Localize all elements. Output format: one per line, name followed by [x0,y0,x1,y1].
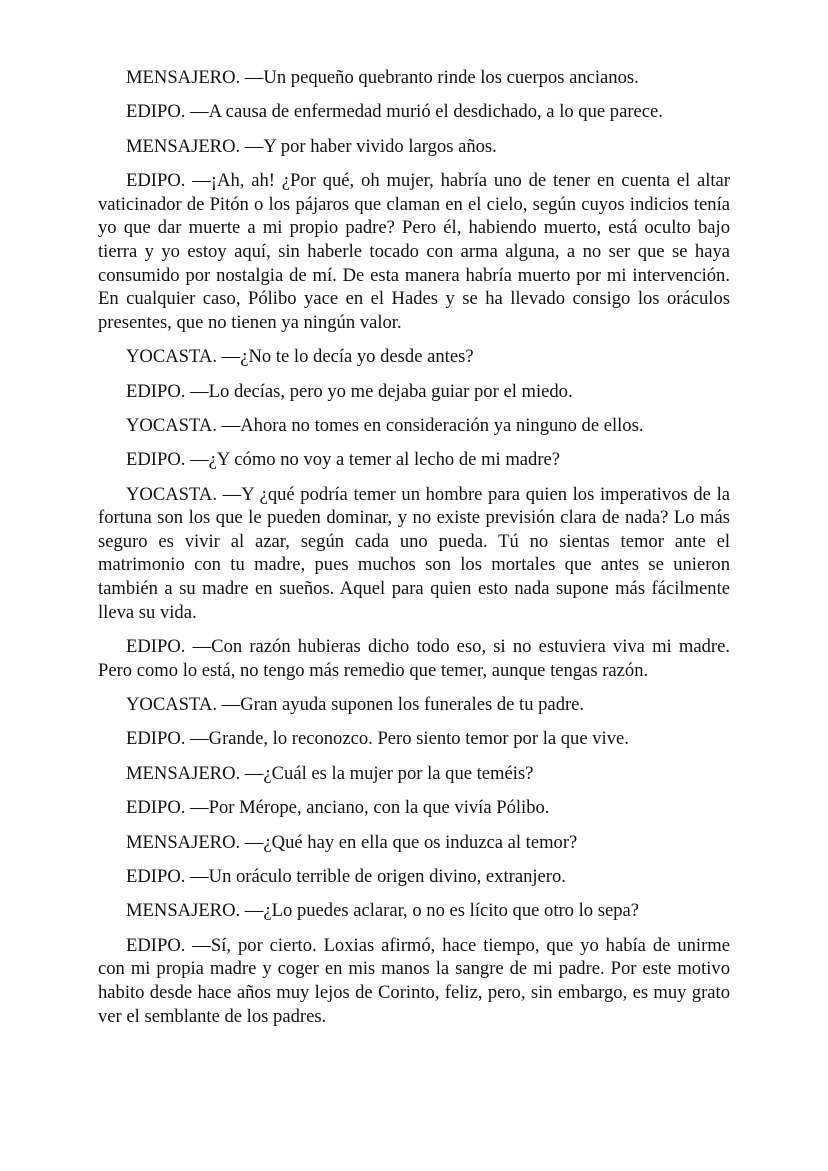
dialogue-paragraph: YOCASTA. —¿No te lo decía yo desde antes? [126,346,474,368]
dialogue-paragraph: EDIPO. —Con razón hubieras dicho todo eso, si no estuviera viva mi madre. Pero como lo está, no tengo más remedio que temer, aunque tengas razón. [98,636,730,681]
dialogue-paragraph: EDIPO. —Por Mérope, anciano, con la que vivía Pólibo. [126,797,550,819]
dialogue-paragraph: EDIPO. —Lo decías, pero yo me dejaba guiar por el miedo. [126,380,573,402]
dialogue-paragraph: MENSAJERO. —¿Lo puedes aclarar, o no es lícito que otro lo sepa? [126,900,640,922]
dialogue-paragraph: EDIPO. —Grande, lo reconozco. Pero siento temor por la que vive. [126,728,629,750]
dialogue-paragraph: MENSAJERO. —Un pequeño quebranto rinde los cuerpos ancianos. [126,67,639,88]
dialogue-paragraph: YOCASTA. —Gran ayuda suponen los funerales de tu padre. [126,694,585,716]
dialogue-paragraph: EDIPO. —Un oráculo terrible de origen divino, extranjero. [126,865,566,887]
dialogue-paragraph: MENSAJERO. —¿Cuál es la mujer por la que teméis? [126,762,534,784]
dialogue-paragraph: MENSAJERO. —Y por haber vivido largos años. [126,135,497,157]
dialogue-paragraph: EDIPO. —A causa de enfermedad murió el desdichado, a lo que parece. [126,101,663,123]
dialogue-paragraph: YOCASTA. —Y ¿qué podría temer un hombre para quien los imperativos de la fortuna son los que le pueden dominar, y no existe previsión clara de nada? Lo más seguro es vivir al azar, según cada uno pueda. Tú no sientas temor ante el matrimonio con tu madre, pues muchos son los mortales que antes se unieron también a su madre en sueños. Aquel para quien esto nada supone más fácilmente lleva su vida. [98,483,730,623]
dialogue-paragraph: MENSAJERO. —¿Qué hay en ella que os induzca al temor? [126,831,578,853]
dialogue-paragraph: EDIPO. —¿Y cómo no voy a temer al lecho de mi madre? [126,449,561,471]
dialogue-paragraph: EDIPO. —¡Ah, ah! ¿Por qué, oh mujer, habría uno de tener en cuenta el altar vaticinador de Pitón o los pájaros que claman en el cielo, según cuyos indicios tenía yo que dar muerte a mi propio padre? Pero él, habiendo muerto, está oculto bajo tierra y yo estoy aquí, sin haberle tocado con arma alguna, a no ser que se haya consumido por nostalgia de mí. De esta manera habría muerto por mi intervención. En cualquier caso, Pólibo yace en el Hades y se ha llevado consigo los oráculos presentes, que no tienen ya ningún valor. [98,170,730,333]
dialogue-paragraph: EDIPO. —Sí, por cierto. Loxias afirmó, hace tiempo, que yo había de unirme con mi propia madre y coger en mis manos la sangre de mi padre. Por este motivo habito desde hace años muy lejos de Corinto, feliz, pero, sin embargo, es muy grato ver el semblante de los padres. [98,934,730,1027]
dialogue-paragraph: YOCASTA. —Ahora no tomes en consideración ya ninguno de ellos. [126,414,644,436]
document-page [98,66,730,1039]
